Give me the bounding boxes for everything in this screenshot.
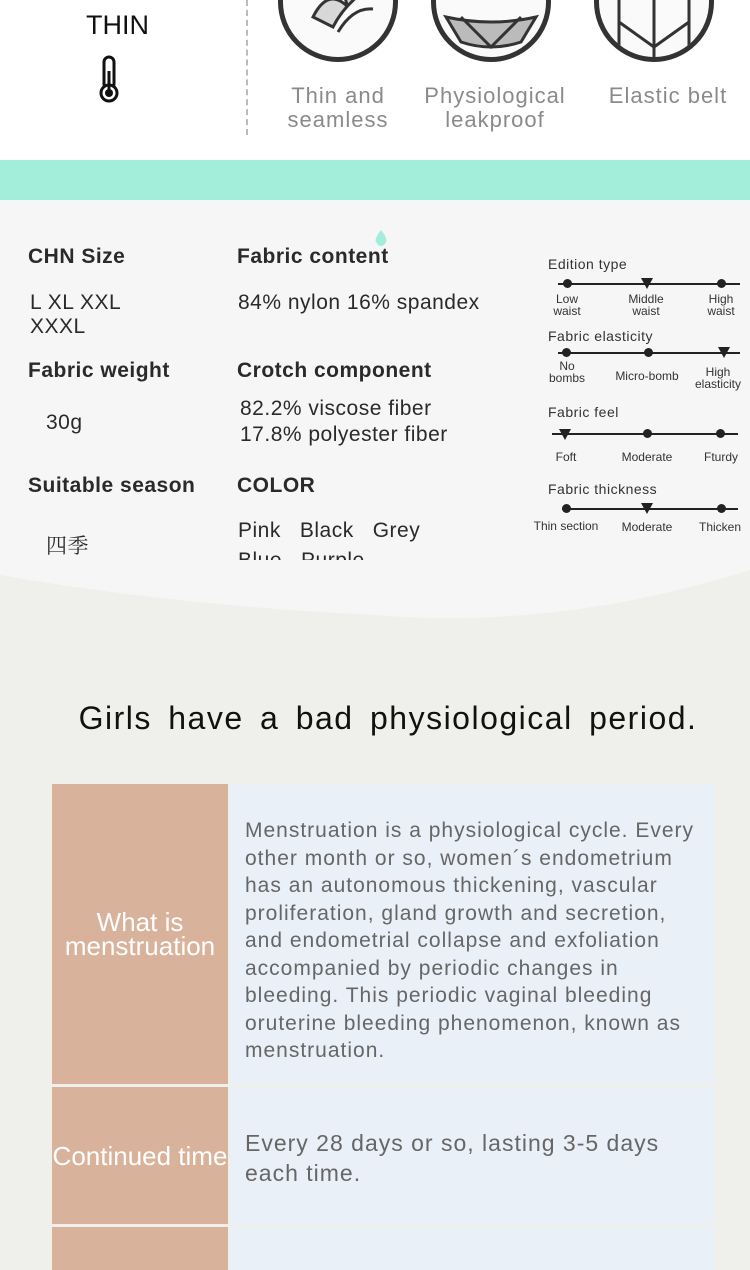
chn-size-line1: L XL XXL bbox=[30, 291, 122, 314]
scale-title: Fabric elasticity bbox=[548, 328, 653, 344]
row-label-next bbox=[52, 1227, 228, 1270]
fabric-weight-value: 30g bbox=[46, 411, 83, 434]
headline: Girls have a bad physiological period. bbox=[78, 700, 698, 736]
chn-size-heading: CHN Size bbox=[28, 245, 126, 268]
scale-marker bbox=[641, 503, 653, 514]
scale-point bbox=[643, 429, 652, 438]
scale-title: Fabric thickness bbox=[548, 481, 658, 497]
scale-label: Thin section bbox=[533, 519, 599, 533]
crotch-line1: 82.2% viscose fiber bbox=[240, 397, 432, 420]
scale-point bbox=[644, 348, 653, 357]
scale-label: Thicken bbox=[698, 520, 742, 534]
fabric-content-heading: Fabric content bbox=[237, 245, 389, 268]
suitable-season-value: 四季 bbox=[46, 535, 89, 558]
row-label-continued: Continued time bbox=[52, 1087, 228, 1224]
scale-label: Fturdy bbox=[703, 450, 738, 464]
scale-point bbox=[717, 279, 726, 288]
scale-label: Middle waist bbox=[628, 292, 664, 318]
scale-label: Micro-bomb bbox=[615, 369, 679, 383]
fabric-weight-heading: Fabric weight bbox=[28, 359, 170, 382]
scale-marker bbox=[718, 347, 730, 358]
scale-label: Moderate bbox=[621, 450, 673, 464]
feature-elastic-belt: Elastic belt bbox=[608, 83, 728, 108]
fabric-content-value: 84% nylon 16% spandex bbox=[238, 291, 480, 314]
scale-label: Foft bbox=[555, 450, 577, 464]
scale-title: Fabric feel bbox=[548, 404, 619, 420]
feature-thin-seamless: Thin and seamless bbox=[287, 83, 389, 132]
divider bbox=[246, 0, 248, 135]
scale-point bbox=[562, 348, 571, 357]
feature-leakproof: Physiological leakproof bbox=[424, 83, 566, 132]
crotch-line2: 17.8% polyester fiber bbox=[240, 423, 448, 446]
scale-label: High waist bbox=[707, 292, 735, 318]
row-text-continued: Every 28 days or so, lasting 3-5 days each time. bbox=[230, 1087, 714, 1224]
crotch-component-heading: Crotch component bbox=[237, 359, 432, 382]
thermometer-icon bbox=[96, 55, 122, 103]
suitable-season-heading: Suitable season bbox=[28, 474, 196, 497]
scale-marker bbox=[559, 429, 571, 440]
scale-point bbox=[563, 279, 572, 288]
scale-label: High elasticity bbox=[694, 365, 741, 391]
scale-point bbox=[716, 429, 725, 438]
row-label-what-is: What is menstruation bbox=[52, 784, 228, 1084]
scale-label: No bombs bbox=[548, 359, 586, 385]
color-line1: Pink Black Grey bbox=[238, 519, 421, 542]
scale-label: Moderate bbox=[621, 520, 673, 534]
scale-marker bbox=[641, 278, 653, 289]
row-text-what-is: Menstruation is a physiological cycle. Every other month or so, women´s endometrium has an autonomous thickening, vascular proliferation, gland growth and secretion, and endometrial collapse and exfoliation accompanied by periodic changes in bleeding. This periodic vaginal bleeding oruterine bleeding phenomenon, known as menstruation. bbox=[230, 784, 714, 1084]
scale-label: Low waist bbox=[553, 292, 581, 318]
thin-label: THIN bbox=[86, 10, 149, 40]
row-text-next bbox=[230, 1227, 714, 1270]
section-curve bbox=[0, 560, 750, 660]
color-heading: COLOR bbox=[237, 474, 316, 497]
scale-title: Edition type bbox=[548, 256, 628, 272]
drop-icon bbox=[374, 230, 388, 246]
scale-point bbox=[717, 504, 726, 513]
attribute-scales bbox=[533, 250, 750, 550]
scale-point bbox=[562, 504, 571, 513]
chn-size-line2: XXXL bbox=[30, 315, 86, 338]
